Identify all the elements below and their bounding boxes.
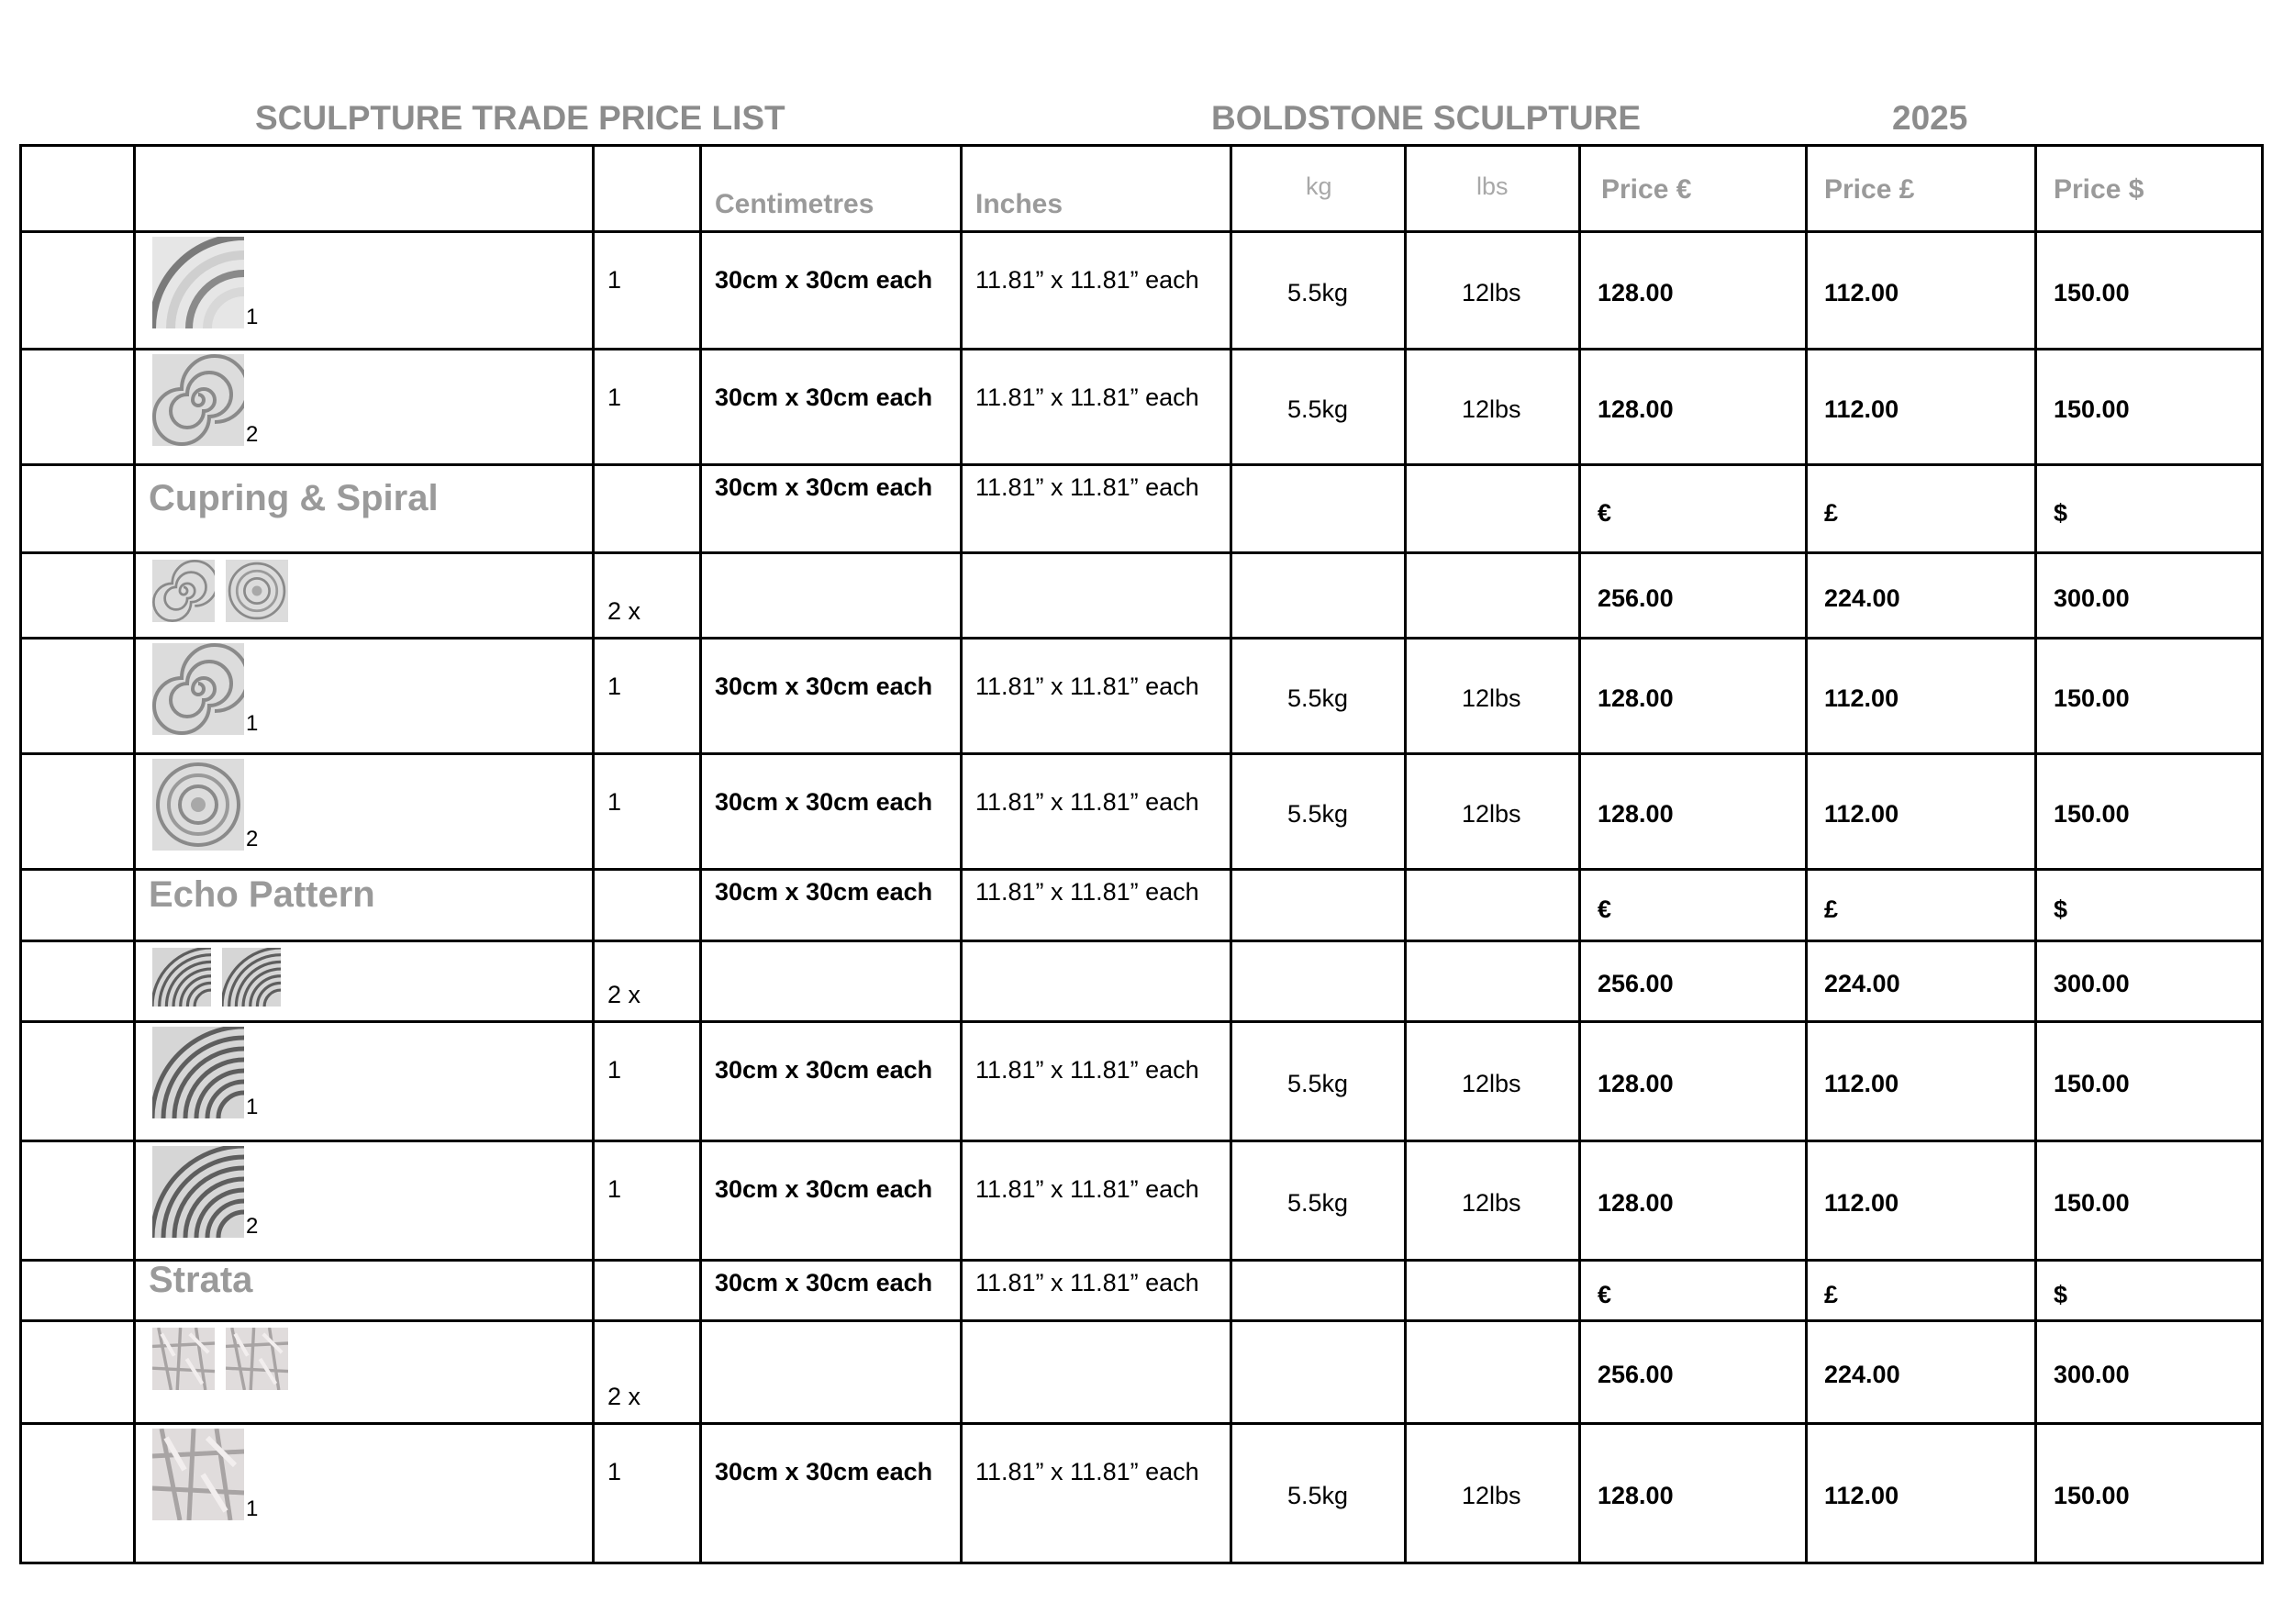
price-gbp: 224.00 <box>1824 584 1900 612</box>
weight-kg-cell <box>1231 754 1406 870</box>
blank-cell <box>21 1261 135 1321</box>
quantity-cell <box>594 639 701 754</box>
section-title: Strata <box>149 1260 253 1300</box>
weight-lbs-cell <box>1406 350 1580 465</box>
price-eur: 128.00 <box>1598 395 1674 423</box>
price-eur-cell <box>1580 1321 1807 1424</box>
strata-icon <box>226 1328 288 1390</box>
circles-icon <box>226 560 288 622</box>
header-kg-label: kg <box>1306 172 1332 200</box>
image-cell <box>135 1321 594 1424</box>
quantity-cell <box>594 1424 701 1563</box>
price-usd-cell <box>2036 553 2263 639</box>
weight-lbs-cell <box>1406 1321 1580 1424</box>
price-usd-cell <box>2036 870 2263 941</box>
size-inches-cell <box>962 465 1231 553</box>
quantity-cell <box>594 553 701 639</box>
quantity-cell <box>594 754 701 870</box>
image-cell <box>135 1261 594 1321</box>
weight-kg: 5.5kg <box>1287 1070 1349 1097</box>
price-gbp-cell <box>1807 465 2036 553</box>
section-title: Echo Pattern <box>149 874 375 915</box>
variant-number: 1 <box>246 1095 259 1119</box>
price-gbp: £ <box>1824 499 1839 527</box>
weight-lbs: 12lbs <box>1462 1070 1521 1097</box>
price-gbp-cell <box>1807 639 2036 754</box>
company-name: BOLDSTONE SCULPTURE <box>1211 99 1642 137</box>
weight-kg-cell <box>1231 941 1406 1022</box>
image-cell <box>135 870 594 941</box>
size-cm: 30cm x 30cm each <box>715 878 933 906</box>
size-inches: 11.81” x 11.81” each <box>975 266 1199 294</box>
price-gbp-cell <box>1807 1321 2036 1424</box>
quantity: 1 <box>607 673 622 700</box>
image-cell <box>135 754 594 870</box>
header-price-usd-label: Price $ <box>2054 174 2144 205</box>
header-centimetres <box>701 146 962 232</box>
weight-kg-cell <box>1231 350 1406 465</box>
header-kg <box>1231 146 1406 232</box>
size-inches-cell <box>962 553 1231 639</box>
price-gbp: 112.00 <box>1824 279 1899 306</box>
size-cm: 30cm x 30cm each <box>715 266 933 294</box>
price-usd-cell <box>2036 350 2263 465</box>
price-gbp: £ <box>1824 1281 1839 1308</box>
price-eur-cell <box>1580 941 1807 1022</box>
product-row <box>21 1141 2263 1261</box>
header-price-usd <box>2036 146 2263 232</box>
price-usd-cell <box>2036 1141 2263 1261</box>
price-eur-cell <box>1580 553 1807 639</box>
price-usd: 300.00 <box>2054 584 2130 612</box>
product-row <box>21 639 2263 754</box>
size-cm: 30cm x 30cm each <box>715 1458 933 1485</box>
price-usd-cell <box>2036 1424 2263 1563</box>
section-title: Cupring & Spiral <box>149 478 439 518</box>
blank-cell <box>21 1321 135 1424</box>
price-usd-cell <box>2036 465 2263 553</box>
price-eur: € <box>1598 499 1612 527</box>
price-eur: € <box>1598 895 1612 923</box>
weight-kg-cell <box>1231 465 1406 553</box>
size-inches-cell <box>962 1022 1231 1141</box>
page-title: SCULPTURE TRADE PRICE LIST <box>255 99 785 137</box>
price-gbp: 112.00 <box>1824 1482 1899 1509</box>
header-cell-blank <box>21 146 135 232</box>
price-gbp-cell <box>1807 941 2036 1022</box>
quantity: 1 <box>607 1175 622 1203</box>
header-row <box>21 146 2263 232</box>
size-inches: 11.81” x 11.81” each <box>975 1056 1199 1084</box>
price-gbp: 224.00 <box>1824 970 1900 997</box>
price-usd: 150.00 <box>2054 1482 2130 1509</box>
size-cm-cell <box>701 350 962 465</box>
weight-kg-cell <box>1231 1321 1406 1424</box>
variant-number: 1 <box>246 711 259 736</box>
product-row <box>21 232 2263 350</box>
weight-kg: 5.5kg <box>1287 1189 1349 1217</box>
size-cm-cell <box>701 465 962 553</box>
image-cell <box>135 553 594 639</box>
header-inches-label: Inches <box>975 189 1063 219</box>
price-gbp-cell <box>1807 1261 2036 1321</box>
quantity: 1 <box>607 1458 622 1485</box>
price-gbp-cell <box>1807 553 2036 639</box>
price-usd: 150.00 <box>2054 1189 2130 1217</box>
echo-icon <box>152 948 211 1007</box>
size-inches-cell <box>962 870 1231 941</box>
price-table <box>19 144 2264 1564</box>
price-eur: 128.00 <box>1598 684 1674 712</box>
blank-cell <box>21 941 135 1022</box>
weight-lbs: 12lbs <box>1462 1482 1521 1509</box>
quantity: 1 <box>607 266 622 294</box>
image-cell <box>135 232 594 350</box>
size-inches: 11.81” x 11.81” each <box>975 1175 1199 1203</box>
product-row <box>21 350 2263 465</box>
product-row <box>21 1022 2263 1141</box>
cupring-icon <box>152 237 244 328</box>
quantity: 1 <box>607 1056 622 1084</box>
spiral-icon <box>152 560 215 622</box>
weight-lbs: 12lbs <box>1462 1189 1521 1217</box>
price-eur-cell <box>1580 465 1807 553</box>
spiral-icon <box>152 643 244 735</box>
size-inches-cell <box>962 941 1231 1022</box>
price-usd-cell <box>2036 1022 2263 1141</box>
price-usd: $ <box>2054 1281 2068 1308</box>
price-eur-cell <box>1580 350 1807 465</box>
size-inches-cell <box>962 1141 1231 1261</box>
product-row <box>21 1321 2263 1424</box>
price-usd: 150.00 <box>2054 684 2130 712</box>
weight-kg-cell <box>1231 870 1406 941</box>
price-eur: 256.00 <box>1598 970 1674 997</box>
price-gbp: 112.00 <box>1824 1189 1899 1217</box>
image-cell <box>135 465 594 553</box>
header-lbs <box>1406 146 1580 232</box>
echo-icon <box>222 948 281 1007</box>
size-cm-cell <box>701 639 962 754</box>
echo-icon <box>152 1146 244 1238</box>
quantity-cell <box>594 465 701 553</box>
quantity-cell <box>594 1022 701 1141</box>
size-inches-cell <box>962 232 1231 350</box>
price-gbp: 112.00 <box>1824 395 1899 423</box>
price-usd-cell <box>2036 232 2263 350</box>
price-eur: 128.00 <box>1598 1070 1674 1097</box>
size-inches-cell <box>962 1321 1231 1424</box>
header-price-eur-label: Price € <box>1601 174 1692 205</box>
blank-cell <box>21 465 135 553</box>
price-eur-cell <box>1580 639 1807 754</box>
size-inches-cell <box>962 754 1231 870</box>
quantity-cell <box>594 1261 701 1321</box>
quantity-cell <box>594 1321 701 1424</box>
size-cm: 30cm x 30cm each <box>715 1175 933 1203</box>
price-usd: 150.00 <box>2054 395 2130 423</box>
price-gbp-cell <box>1807 1141 2036 1261</box>
weight-kg: 5.5kg <box>1287 684 1349 712</box>
price-eur: 128.00 <box>1598 279 1674 306</box>
image-cell <box>135 941 594 1022</box>
blank-cell <box>21 639 135 754</box>
price-gbp: £ <box>1824 895 1839 923</box>
size-inches-cell <box>962 350 1231 465</box>
blank-cell <box>21 553 135 639</box>
price-usd: 300.00 <box>2054 1361 2130 1388</box>
quantity-cell <box>594 941 701 1022</box>
size-cm-cell <box>701 553 962 639</box>
image-cell <box>135 350 594 465</box>
weight-kg: 5.5kg <box>1287 1482 1349 1509</box>
header-centimetres-label: Centimetres <box>715 189 874 219</box>
price-usd-cell <box>2036 941 2263 1022</box>
circles-icon <box>152 759 244 851</box>
weight-lbs-cell <box>1406 1022 1580 1141</box>
price-gbp-cell <box>1807 1424 2036 1563</box>
price-gbp-cell <box>1807 350 2036 465</box>
image-cell <box>135 1424 594 1563</box>
size-inches-cell <box>962 639 1231 754</box>
size-cm: 30cm x 30cm each <box>715 473 933 501</box>
price-usd-cell <box>2036 1261 2263 1321</box>
price-eur: 128.00 <box>1598 1189 1674 1217</box>
weight-lbs-cell <box>1406 1141 1580 1261</box>
size-cm-cell <box>701 1424 962 1563</box>
blank-cell <box>21 870 135 941</box>
quantity-cell <box>594 1141 701 1261</box>
header-price-gbp <box>1807 146 2036 232</box>
variant-number: 2 <box>246 422 259 447</box>
price-gbp-cell <box>1807 1022 2036 1141</box>
section-row <box>21 465 2263 553</box>
size-cm-cell <box>701 1022 962 1141</box>
header-lbs-label: lbs <box>1476 172 1509 200</box>
product-row <box>21 553 2263 639</box>
weight-kg-cell <box>1231 1141 1406 1261</box>
product-row <box>21 1424 2263 1563</box>
variant-number: 1 <box>246 1496 259 1521</box>
price-eur-cell <box>1580 754 1807 870</box>
weight-lbs: 12lbs <box>1462 395 1521 423</box>
weight-lbs-cell <box>1406 553 1580 639</box>
price-gbp: 112.00 <box>1824 1070 1899 1097</box>
quantity-cell <box>594 232 701 350</box>
spiral-icon <box>152 354 244 446</box>
weight-kg-cell <box>1231 553 1406 639</box>
variant-number: 2 <box>246 827 259 851</box>
price-eur: € <box>1598 1281 1612 1308</box>
price-eur-cell <box>1580 1261 1807 1321</box>
section-row <box>21 870 2263 941</box>
price-eur-cell <box>1580 232 1807 350</box>
product-row <box>21 754 2263 870</box>
size-cm-cell <box>701 232 962 350</box>
blank-cell <box>21 754 135 870</box>
weight-lbs-cell <box>1406 1261 1580 1321</box>
size-cm-cell <box>701 1321 962 1424</box>
size-cm: 30cm x 30cm each <box>715 788 933 816</box>
price-eur-cell <box>1580 1022 1807 1141</box>
strata-icon <box>152 1328 215 1390</box>
weight-lbs-cell <box>1406 1424 1580 1563</box>
size-inches: 11.81” x 11.81” each <box>975 384 1199 411</box>
size-cm-cell <box>701 870 962 941</box>
image-cell <box>135 639 594 754</box>
size-inches: 11.81” x 11.81” each <box>975 1269 1199 1296</box>
price-eur: 256.00 <box>1598 1361 1674 1388</box>
weight-kg-cell <box>1231 639 1406 754</box>
image-cell <box>135 1022 594 1141</box>
weight-lbs-cell <box>1406 639 1580 754</box>
price-gbp-cell <box>1807 754 2036 870</box>
size-inches: 11.81” x 11.81” each <box>975 473 1199 501</box>
size-inches: 11.81” x 11.81” each <box>975 673 1199 700</box>
quantity: 2 x <box>607 981 641 1008</box>
weight-lbs-cell <box>1406 754 1580 870</box>
price-eur: 128.00 <box>1598 1482 1674 1509</box>
variant-number: 1 <box>246 305 259 329</box>
price-usd-cell <box>2036 754 2263 870</box>
size-cm: 30cm x 30cm each <box>715 1269 933 1296</box>
weight-kg-cell <box>1231 1261 1406 1321</box>
price-usd: $ <box>2054 895 2068 923</box>
strata-icon <box>152 1429 244 1520</box>
weight-kg-cell <box>1231 1022 1406 1141</box>
price-eur: 256.00 <box>1598 584 1674 612</box>
weight-kg-cell <box>1231 232 1406 350</box>
size-cm-cell <box>701 941 962 1022</box>
price-gbp: 224.00 <box>1824 1361 1900 1388</box>
price-list-year: 2025 <box>1892 99 1968 137</box>
price-gbp-cell <box>1807 870 2036 941</box>
size-cm-cell <box>701 1261 962 1321</box>
price-usd-cell <box>2036 1321 2263 1424</box>
blank-cell <box>21 1424 135 1563</box>
weight-lbs-cell <box>1406 870 1580 941</box>
quantity: 1 <box>607 384 622 411</box>
price-eur-cell <box>1580 870 1807 941</box>
price-usd: 300.00 <box>2054 970 2130 997</box>
header-cell-image <box>135 146 594 232</box>
price-usd: 150.00 <box>2054 800 2130 828</box>
weight-lbs: 12lbs <box>1462 684 1521 712</box>
price-usd-cell <box>2036 639 2263 754</box>
quantity-cell <box>594 870 701 941</box>
price-usd: 150.00 <box>2054 1070 2130 1097</box>
quantity: 2 x <box>607 597 641 625</box>
weight-kg: 5.5kg <box>1287 395 1349 423</box>
price-eur-cell <box>1580 1141 1807 1261</box>
size-inches: 11.81” x 11.81” each <box>975 788 1199 816</box>
quantity-cell <box>594 350 701 465</box>
size-cm: 30cm x 30cm each <box>715 673 933 700</box>
blank-cell <box>21 1141 135 1261</box>
size-cm-cell <box>701 754 962 870</box>
size-inches: 11.81” x 11.81” each <box>975 1458 1199 1485</box>
section-row <box>21 1261 2263 1321</box>
weight-lbs-cell <box>1406 465 1580 553</box>
blank-cell <box>21 232 135 350</box>
echo-icon <box>152 1027 244 1118</box>
price-eur: 128.00 <box>1598 800 1674 828</box>
price-gbp: 112.00 <box>1824 800 1899 828</box>
product-row <box>21 941 2263 1022</box>
size-inches-cell <box>962 1424 1231 1563</box>
weight-lbs: 12lbs <box>1462 279 1521 306</box>
variant-number: 2 <box>246 1214 259 1239</box>
blank-cell <box>21 1022 135 1141</box>
image-cell <box>135 1141 594 1261</box>
weight-lbs: 12lbs <box>1462 800 1521 828</box>
weight-lbs-cell <box>1406 941 1580 1022</box>
quantity: 1 <box>607 788 622 816</box>
size-inches-cell <box>962 1261 1231 1321</box>
price-gbp-cell <box>1807 232 2036 350</box>
size-cm: 30cm x 30cm each <box>715 1056 933 1084</box>
price-usd: 150.00 <box>2054 279 2130 306</box>
price-eur-cell <box>1580 1424 1807 1563</box>
price-gbp: 112.00 <box>1824 684 1899 712</box>
size-cm-cell <box>701 1141 962 1261</box>
weight-lbs-cell <box>1406 232 1580 350</box>
weight-kg: 5.5kg <box>1287 279 1349 306</box>
header-price-eur <box>1580 146 1807 232</box>
weight-kg: 5.5kg <box>1287 800 1349 828</box>
header-cell-qty <box>594 146 701 232</box>
header-inches <box>962 146 1231 232</box>
quantity: 2 x <box>607 1383 641 1410</box>
blank-cell <box>21 350 135 465</box>
price-usd: $ <box>2054 499 2068 527</box>
size-inches: 11.81” x 11.81” each <box>975 878 1199 906</box>
size-cm: 30cm x 30cm each <box>715 384 933 411</box>
header-price-gbp-label: Price £ <box>1824 174 1915 205</box>
weight-kg-cell <box>1231 1424 1406 1563</box>
